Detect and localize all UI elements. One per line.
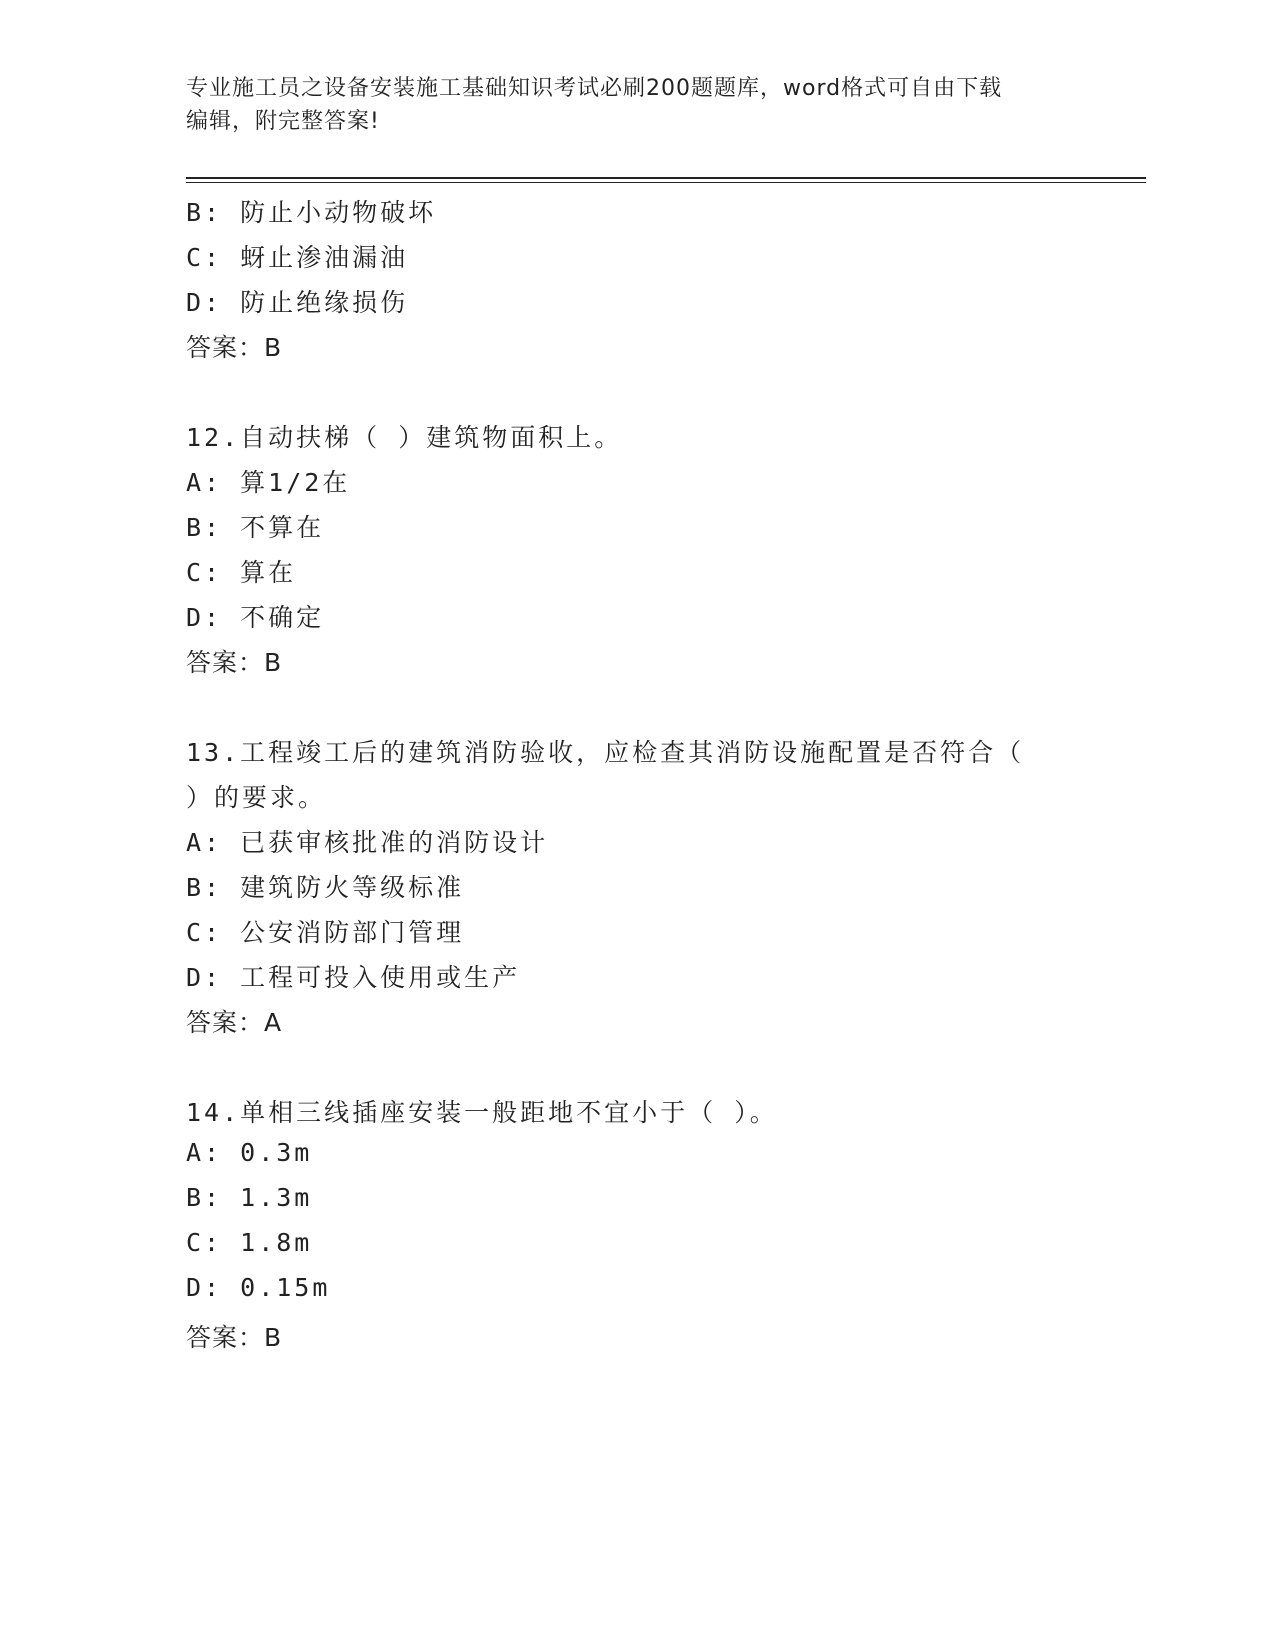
q14-option-b: B: 1.3m — [186, 1183, 313, 1212]
header-line-2: 编辑，附完整答案! — [186, 109, 380, 134]
q14-option-d: D: 0.15m — [186, 1273, 331, 1302]
q12-option-b: B: 不算在 — [186, 513, 325, 542]
q13-option-c: C: 公安消防部门管理 — [186, 918, 465, 947]
q11-answer: 答案：B — [186, 333, 283, 362]
q12-option-a: A: 算1/2在 — [186, 468, 351, 497]
q13-answer: 答案：A — [186, 1008, 283, 1037]
document-header — [186, 72, 1066, 138]
header-divider-thick — [186, 177, 1146, 179]
q12-stem: 12.自动扶梯（ ）建筑物面积上。 — [186, 423, 623, 452]
q13-option-b: B: 建筑防火等级标准 — [186, 873, 465, 902]
q14-option-c: C: 1.8m — [186, 1228, 313, 1257]
q14-answer: 答案：B — [186, 1323, 283, 1352]
q13-option-d: D: 工程可投入使用或生产 — [186, 963, 521, 992]
q12-option-d: D: 不确定 — [186, 603, 325, 632]
q11-option-b: B: 防止小动物破坏 — [186, 198, 437, 227]
q11-option-c: C: 蚜止渗油漏油 — [186, 243, 409, 272]
q13-option-a: A: 已获审核批准的消防设计 — [186, 828, 549, 857]
q13-stem-line-2: ）的要求。 — [186, 783, 327, 812]
q13-stem-line-1: 13.工程竣工后的建筑消防验收，应检查其消防设施配置是否符合（ — [186, 738, 1025, 767]
q12-answer: 答案：B — [186, 648, 283, 677]
q11-option-d: D: 防止绝缘损伤 — [186, 288, 409, 317]
header-line-1: 专业施工员之设备安装施工基础知识考试必刷200题题库，word格式可自由下载 — [186, 76, 1003, 101]
header-divider-thin — [186, 182, 1146, 183]
q14-option-a: A: 0.3m — [186, 1138, 313, 1167]
q14-stem: 14.单相三线插座安装一般距地不宜小于（ ）。 — [186, 1098, 778, 1127]
q12-option-c: C: 算在 — [186, 558, 297, 587]
